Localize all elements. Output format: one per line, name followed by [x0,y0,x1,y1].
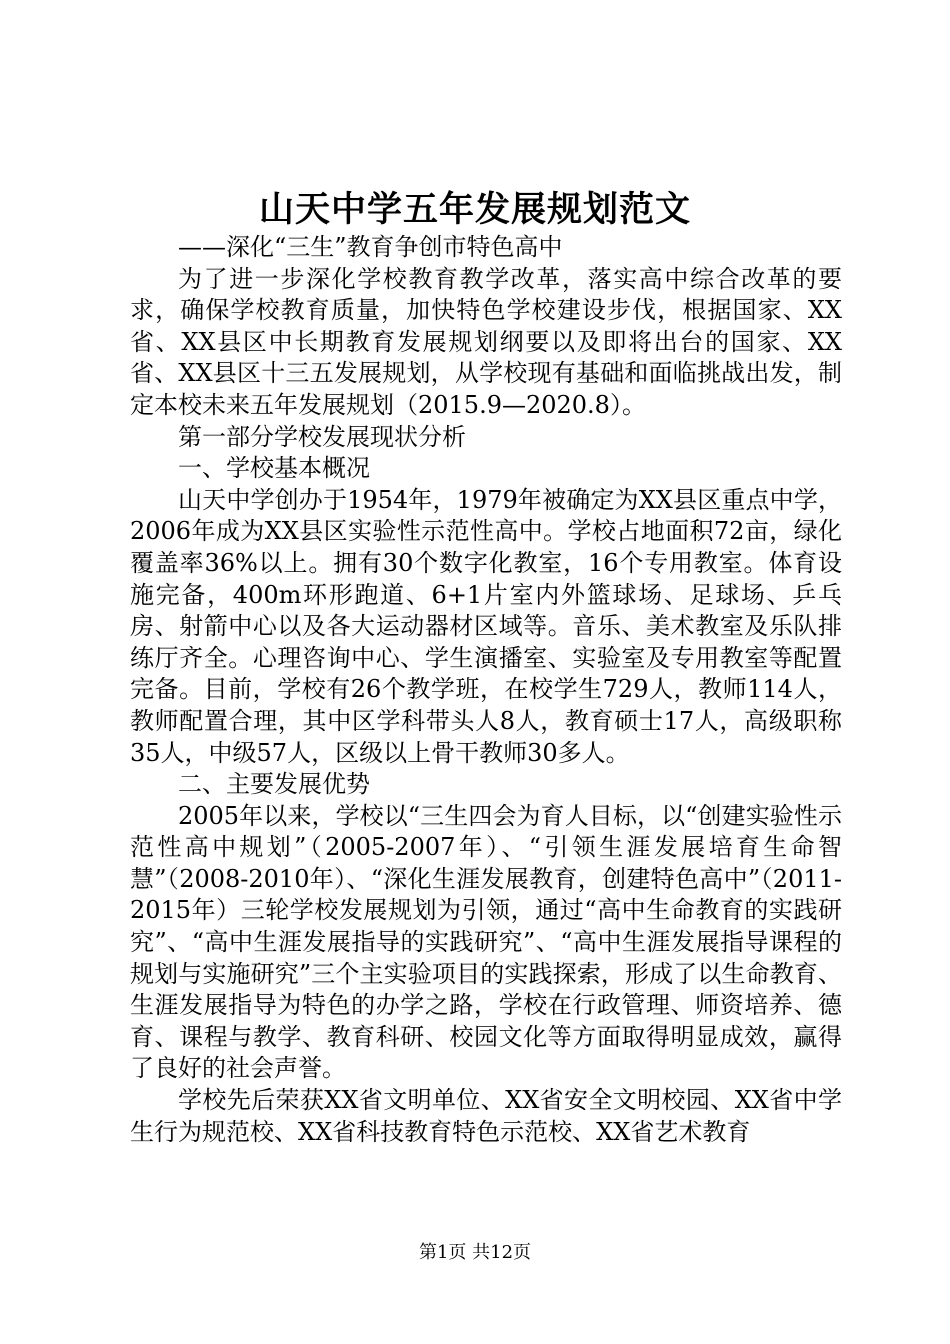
section-heading-basic-overview: 一、学校基本概况 [178,454,370,483]
document-title: 山天中学五年发展规划范文 [258,189,691,230]
document-subtitle: ——深化“三生”教育争创市特色高中 [178,233,563,261]
advantages-paragraph: 2005年以来，学校以“三生四会为育人目标，以“创建实验性示范性高中规划”（2005-2007年）、“引领生涯发展培育生命智慧”（2008-2010年）、“深化生涯发展教育，创建特色高中”（2011-2015年）三轮学校发展规划为引领，通过“高中生命教育的实践研究”、“高中生涯发展指导的实践研究”、“高中生涯发展指导课程的规划与实施研究”三个主实验项目的实践探索，形成了以生命教育、生涯发展指导为特色的办学之路，学校在行政管理、师资培养、德育、课程与教学、教育科研、校园文化等方面取得明显成效，赢得了良好的社会声誉。 [130,801,842,1083]
basic-overview-paragraph: 山天中学创办于1954年，1979年被确定为XX县区重点中学，2006年成为XX县区实验性示范性高中。学校占地面积72亩，绿化覆盖率36%以上。拥有30个数字化教室，16个专用教室。体育设施完备，400m环形跑道、6+1片室内外篮球场、足球场、乒乓房、射箭中心以及各大运动器材区域等。音乐、美术教室及乐队排练厅齐全。心理咨询中心、学生演播室、实验室及专用教室等配置完备。目前，学校有26个教学班，在校学生729人，教师114人，教师配置合理，其中区学科带头人8人，教育硕士17人，高级职称35人，中级57人，区级以上骨干教师30多人。 [130,485,842,767]
section-heading-advantages: 二、主要发展优势 [178,770,370,799]
document-body [130,232,842,1148]
honors-paragraph: 学校先后荣获XX省文明单位、XX省安全文明校园、XX省中学生行为规范校、XX省科技教育特色示范校、XX省艺术教育 [130,1086,842,1146]
page-footer: 第1页 共12页 [418,1242,532,1263]
intro-paragraph: 为了进一步深化学校教育教学改革，落实高中综合改革的要求，确保学校教育质量，加快特色学校建设步伐，根据国家、XX省、XX县区中长期教育发展规划纲要以及即将出台的国家、XX省、XX县区十三五发展规划，从学校现有基础和面临挑战出发，制定本校未来五年发展规划（2015.9—2020.8）。 [130,264,842,419]
section-heading-part-one: 第一部分学校发展现状分析 [178,422,466,451]
